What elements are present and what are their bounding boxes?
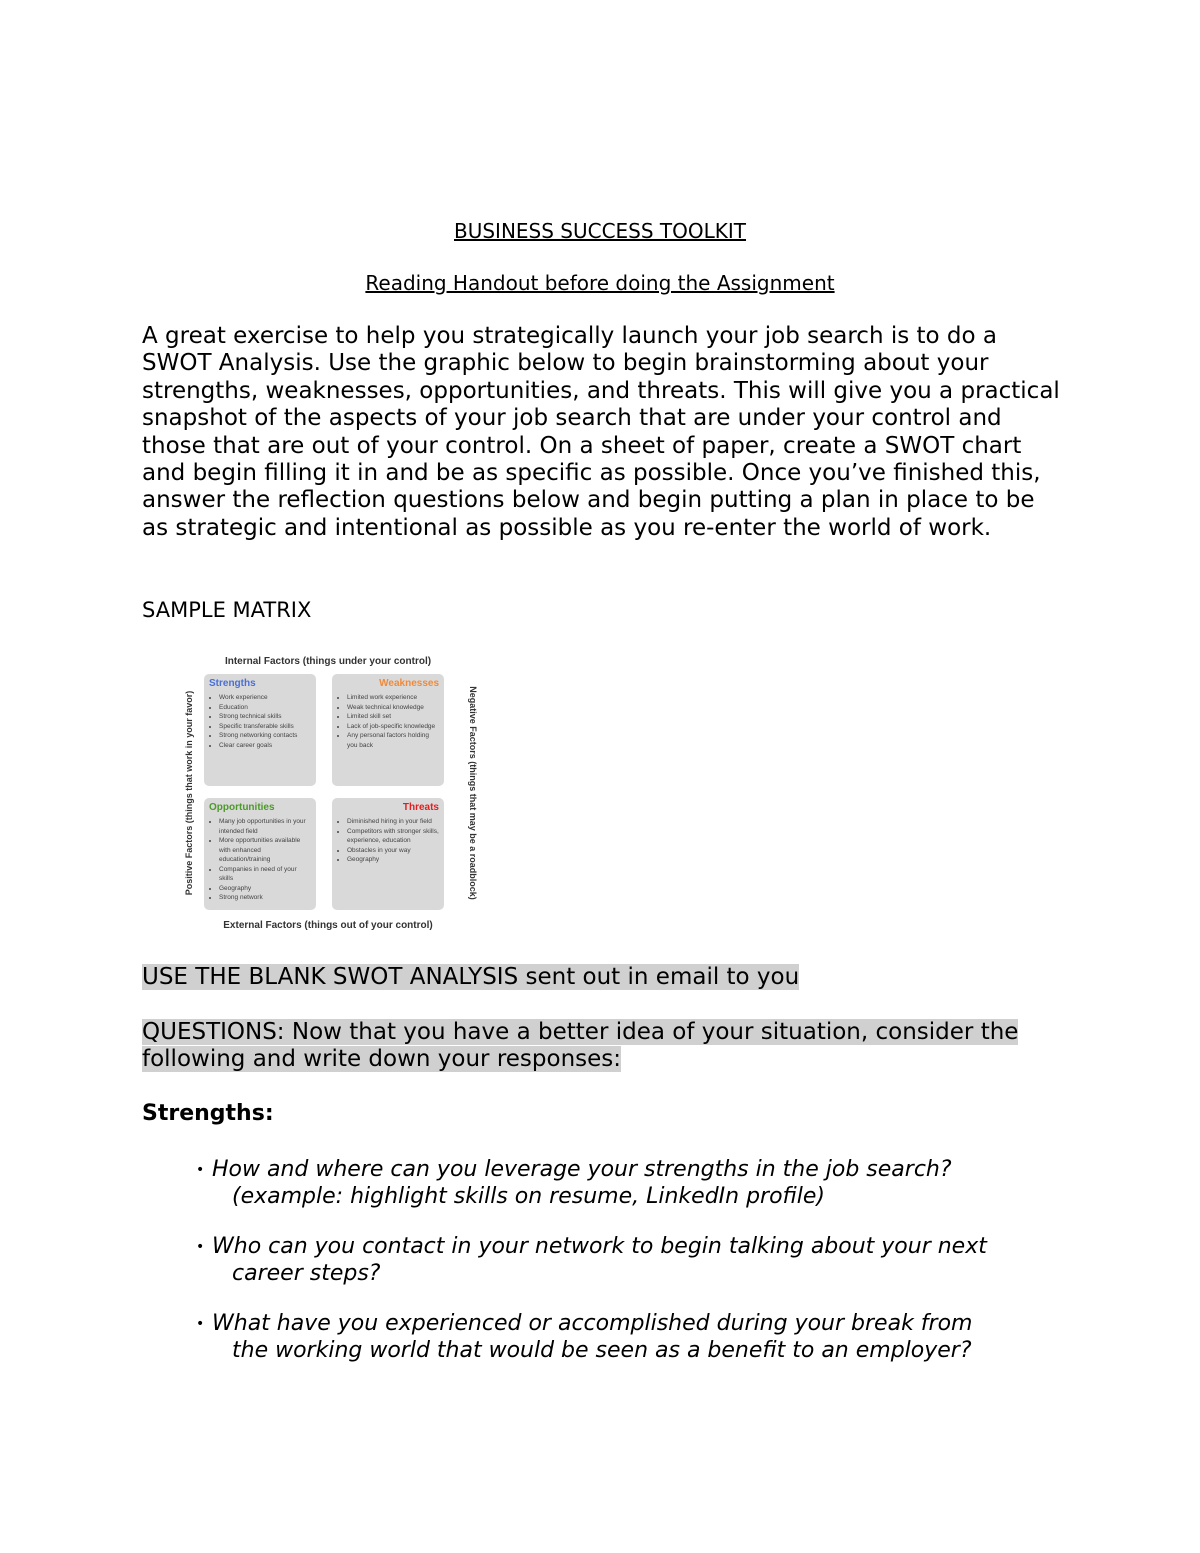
list-item: • Geography bbox=[219, 884, 311, 894]
list-item bbox=[196, 1233, 1076, 1288]
swot-right-caption: Negative Factors (things that may be a roadblock) bbox=[468, 686, 478, 900]
list-item: • Diminished hiring in your field bbox=[347, 817, 439, 827]
strengths-heading: Strengths: bbox=[142, 1101, 274, 1126]
list-item: • Companies in need of your skills bbox=[219, 865, 311, 884]
swot-strengths-quadrant bbox=[204, 674, 316, 786]
bullet-icon: • bbox=[196, 1315, 205, 1332]
swot-left-caption: Positive Factors (things that work in your favor) bbox=[184, 690, 194, 896]
swot-threats-title: Threats bbox=[402, 802, 439, 813]
list-item bbox=[196, 1310, 1076, 1365]
list-item: • More opportunities available with enhanced education/training bbox=[219, 836, 311, 865]
swot-bottom-caption: External Factors (things out of your control) bbox=[223, 920, 433, 931]
questions-line-1: QUESTIONS: Now that you have a better idea of your situation, consider the bbox=[142, 1019, 1019, 1045]
question-line-1: How and where can you leverage your strengths in the job search? bbox=[212, 1157, 952, 1182]
question-line-2: the working world that would be seen as a benefit to an employer? bbox=[232, 1338, 972, 1364]
strengths-questions-list bbox=[196, 1156, 1076, 1386]
use-blank-swot-line bbox=[142, 964, 799, 990]
bullet-icon: • bbox=[196, 1238, 205, 1255]
swot-matrix-figure bbox=[182, 650, 478, 938]
document-title: BUSINESS SUCCESS TOOLKIT bbox=[453, 219, 747, 243]
questions-intro bbox=[142, 1019, 1062, 1074]
sample-matrix-label: SAMPLE MATRIX bbox=[142, 598, 312, 622]
intro-paragraph: A great exercise to help you strategically launch your job search is to do a SWOT Analysis. Use the graphic below to begin brainstorming about your strengths, weaknesses, opportunities, and threats. This will give you a practical snapshot of the aspects of your job search that are under your control and those that are out of your control. On a sheet of paper, create a SWOT chart and begin filling it in and be as specific as possible. Once you’ve finished this, answer the reflection questions below and begin putting a plan in place to be as strategic and intentional as possible as you re-enter the world of work. bbox=[142, 323, 1060, 541]
questions-line-2: following and write down your responses: bbox=[142, 1046, 622, 1073]
question-line-2: (example: highlight skills on resume, LinkedIn profile) bbox=[232, 1184, 826, 1210]
list-item: • Competitors with stronger skills, experience, education bbox=[347, 827, 439, 846]
list-item: • Strong network bbox=[219, 893, 311, 903]
document-subtitle: Reading Handout before doing the Assignment bbox=[365, 271, 835, 295]
list-item: • Clear career goals bbox=[219, 741, 311, 751]
question-line-1: What have you experienced or accomplished during your break from bbox=[212, 1310, 973, 1336]
swot-weaknesses-quadrant bbox=[332, 674, 444, 786]
swot-strengths-list bbox=[209, 693, 311, 750]
swot-opportunities-quadrant bbox=[204, 798, 316, 910]
list-item: • Limited work experience bbox=[347, 693, 439, 703]
list-item: • Weak technical knowledge bbox=[347, 703, 439, 713]
swot-weaknesses-list bbox=[337, 693, 439, 750]
swot-opportunities-title: Opportunities bbox=[209, 802, 275, 813]
list-item: • Strong technical skills bbox=[219, 712, 311, 722]
use-blank-swot-text: USE THE BLANK SWOT ANALYSIS sent out in email to you bbox=[142, 964, 800, 990]
swot-threats-list bbox=[337, 817, 439, 865]
swot-threats-quadrant bbox=[332, 798, 444, 910]
list-item: • Education bbox=[219, 703, 311, 713]
list-item: • Limited skill set bbox=[347, 712, 439, 722]
bullet-icon: • bbox=[196, 1162, 205, 1178]
list-item: • Obstacles in your way bbox=[347, 846, 439, 856]
question-line-1: Who can you contact in your network to begin talking about your next bbox=[212, 1233, 987, 1259]
list-item: • Work experience bbox=[219, 693, 311, 703]
list-item: • Lack of job-specific knowledge bbox=[347, 722, 439, 732]
list-item bbox=[196, 1156, 1076, 1211]
swot-top-caption: Internal Factors (things under your control) bbox=[224, 656, 432, 667]
list-item: • Many job opportunities in your intended field bbox=[219, 817, 311, 836]
swot-weaknesses-title: Weaknesses bbox=[379, 678, 439, 689]
swot-opportunities-list bbox=[209, 817, 311, 903]
question-line-2: career steps? bbox=[232, 1261, 381, 1287]
list-item: • Any personal factors holding you back bbox=[347, 731, 439, 750]
list-item: • Strong networking contacts bbox=[219, 731, 311, 741]
swot-strengths-title: Strengths bbox=[209, 678, 256, 689]
list-item: • Specific transferable skills bbox=[219, 722, 311, 732]
list-item: • Geography bbox=[347, 855, 439, 865]
